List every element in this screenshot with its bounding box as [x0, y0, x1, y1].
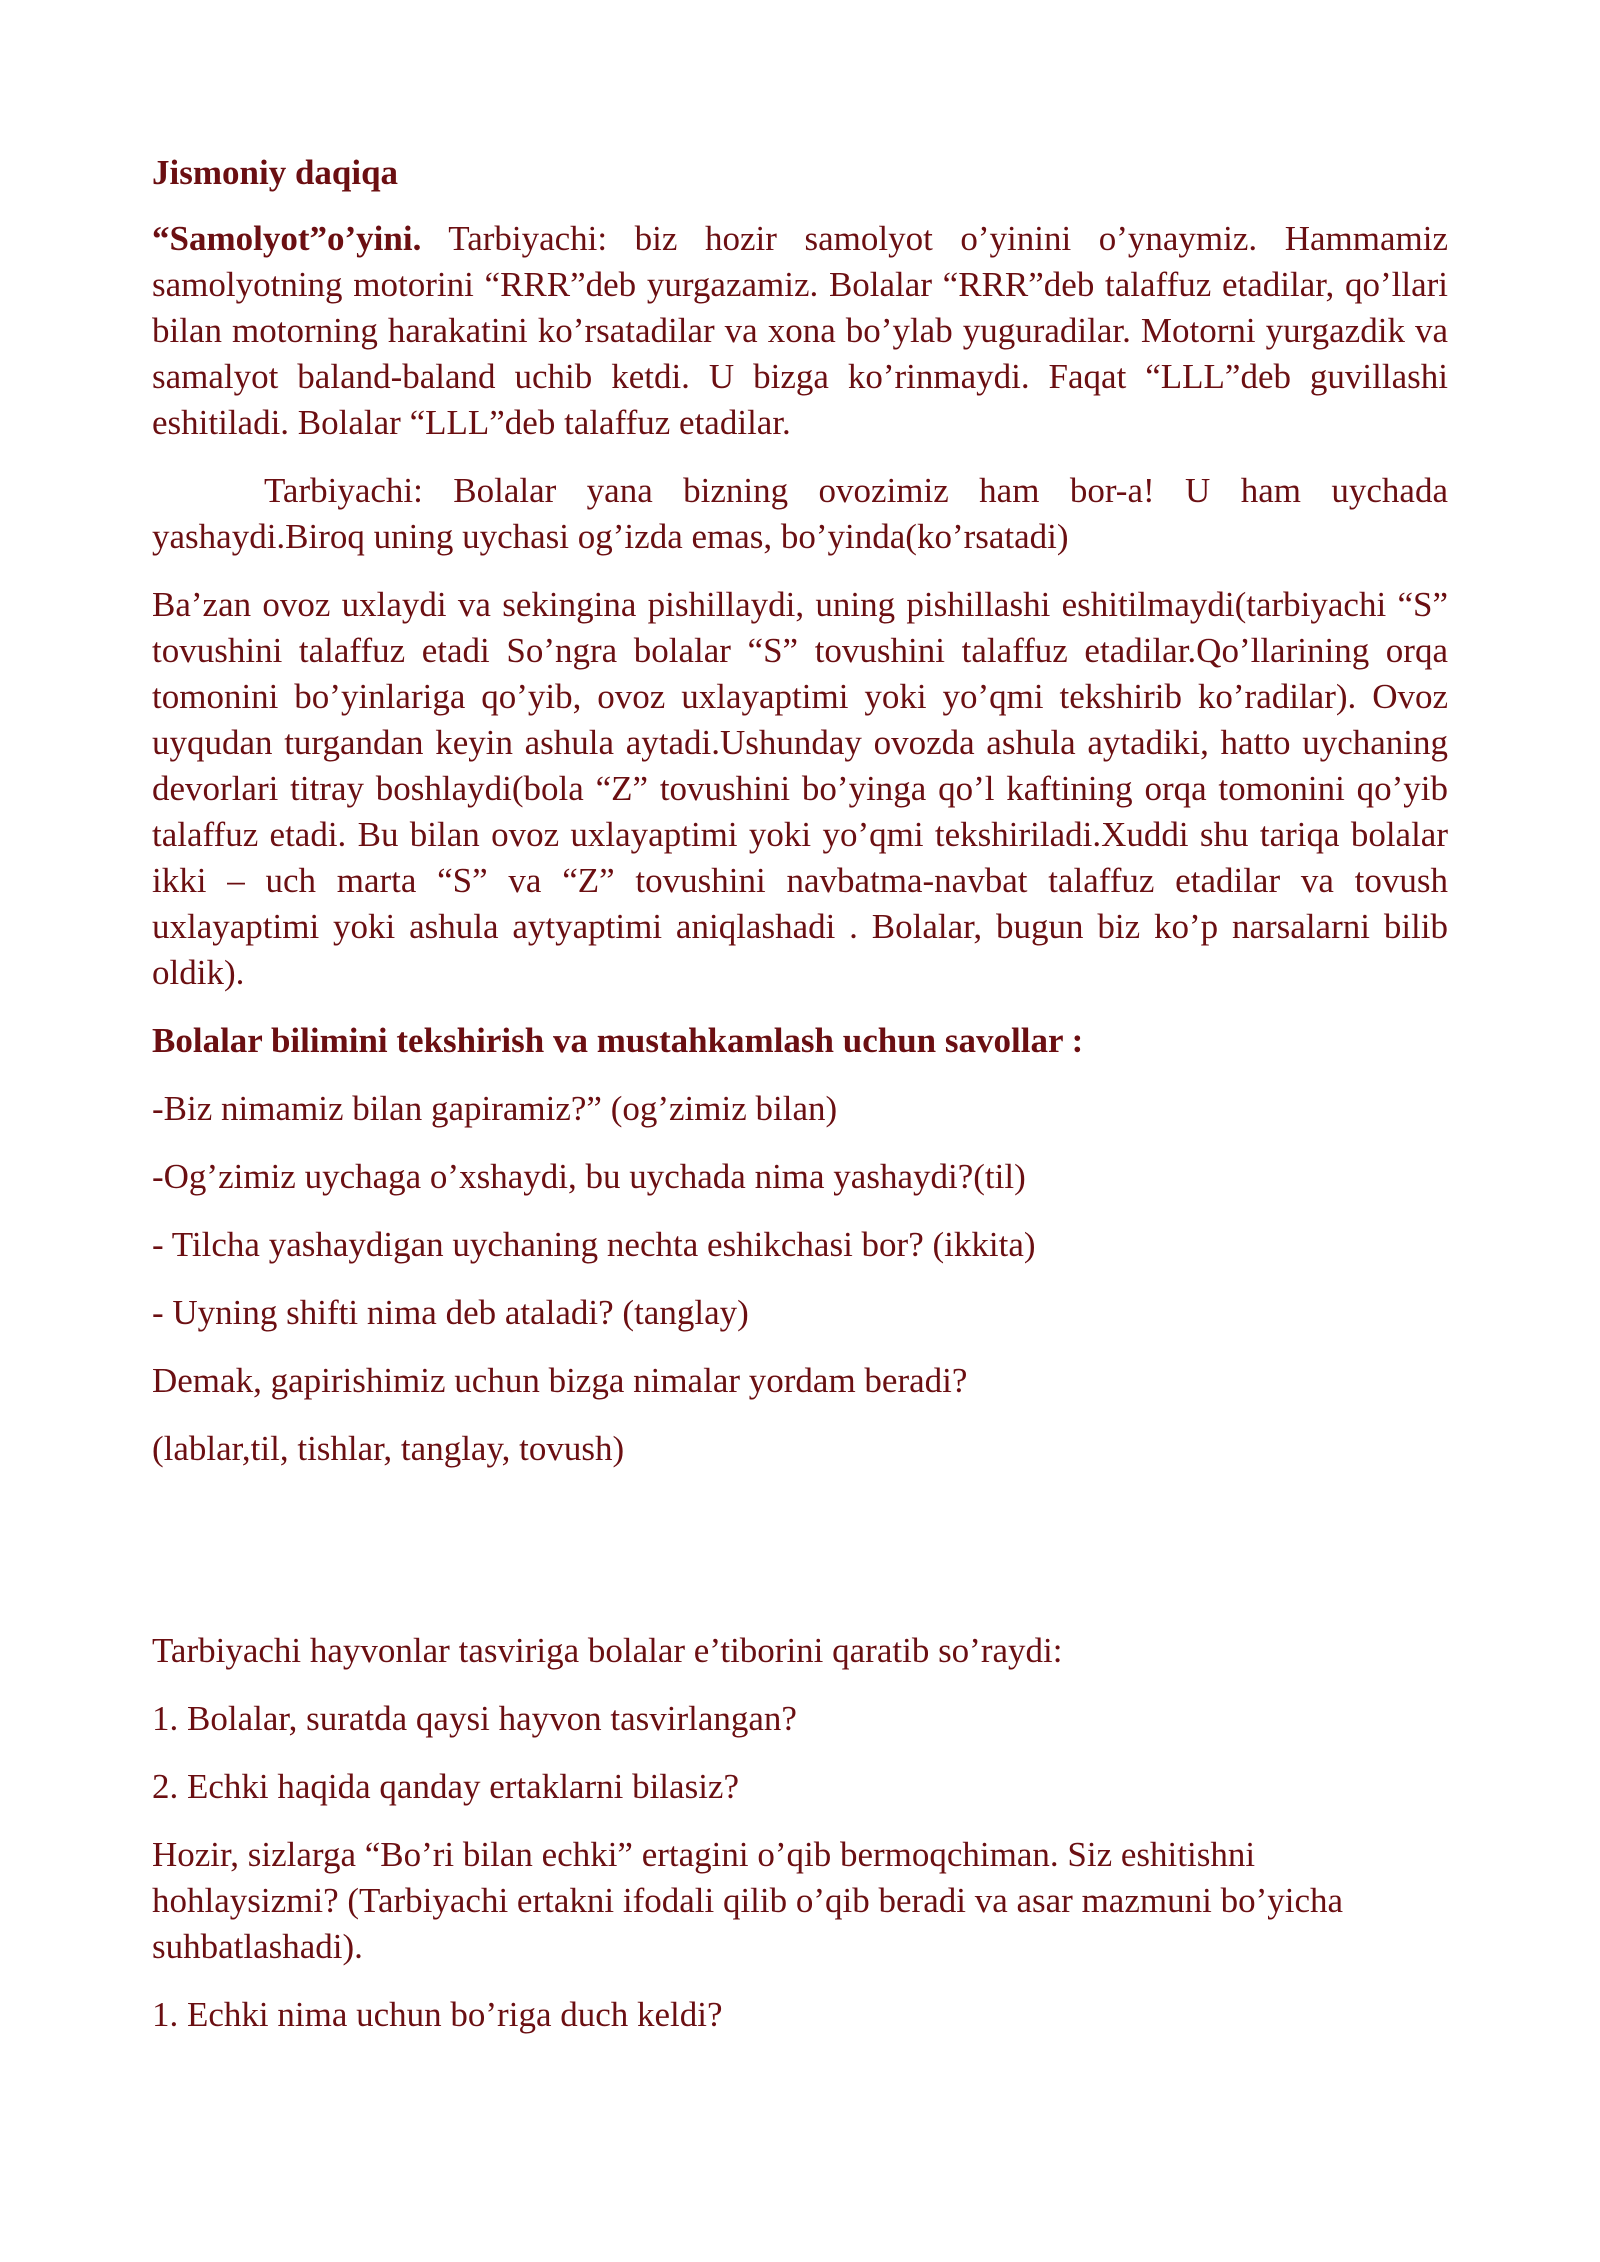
paragraph-ovoz: Tarbiyachi: Bolalar yana bizning ovozimiz ham bor-a! U ham uychada yashaydi.Biroq uning uychasi og’izda emas, bo’yinda(ko’rsatadi) [152, 471, 1448, 556]
paragraph-samolyot-text: Tarbiyachi: biz hozir samolyot o’yinini o’ynaymiz. Hammamiz samolyotning motorini “RRR”deb yurgazamiz. Bolalar “RRR”deb talaffuz etadilar, qo’llari bilan motorning harakatini ko’rsatadilar va xona bo’ylab yuguradilar. Motorni yurgazdik va samalyot baland-baland uchib ketdi. U bizga ko’rinmaydi. Faqat “LLL”deb guvillashi eshitiladi. Bolalar “LLL”deb talaffuz etadilar. [152, 219, 1448, 442]
answer-list: (lablar,til, tishlar, tanglay, tovush) [152, 1429, 625, 1468]
story-question-1: 1. Bolalar, suratda qaysi hayvon tasvirlangan? [152, 1699, 797, 1738]
story-paragraph: Hozir, sizlarga “Bo’ri bilan echki” ertagini o’qib bermoqchiman. Siz eshitishni hohlaysizmi? (Tarbiyachi ertakni ifodali qilib o’qib beradi va asar mazmuni bo’yicha suhbatlashadi). [152, 1835, 1344, 1966]
question-1: -Biz nimamiz bilan gapiramiz?” (og’zimiz bilan) [152, 1089, 838, 1128]
question-3: - Tilcha yashaydigan uychaning nechta eshikchasi bor? (ikkita) [152, 1225, 1036, 1264]
paragraph-samolyot [152, 216, 1448, 446]
section-title: Jismoniy daqiqa [152, 153, 399, 192]
question-2: -Og’zimiz uychaga o’xshaydi, bu uychada nima yashaydi?(til) [152, 1157, 1026, 1196]
paragraph-tovush: Ba’zan ovoz uxlaydi va sekingina pishillaydi, uning pishillashi eshitilmaydi(tarbiyachi “S” tovushini talaffuz etadi So’ngra bolalar “S” tovushini talaffuz etadilar.Qo’llarining orqa tomonini bo’yinlariga qo’yib, ovoz uxlayaptimi yoki yo’qmi tekshirib ko’radilar). Ovoz uyqudan turgandan keyin ashula aytadi.Ushunday ovozda ashula aytadiki, hatto uychaning devorlari titray boshlaydi(bola “Z” tovushini bo’yinga qo’l kaftining orqa tomonini qo’yib talaffuz etadi. Bu bilan ovoz uxlayaptimi yoki yo’qmi tekshiriladi.Xuddi shu tariqa bolalar ikki – uch marta “S” va “Z” tovushini navbatma-navbat talaffuz etadilar va tovush uxlayaptimi yoki ashula aytyaptimi aniqlashadi . Bolalar, bugun biz ko’p narsalarni bilib oldik). [152, 585, 1448, 992]
question-5: Demak, gapirishimiz uchun bizga nimalar yordam beradi? [152, 1361, 968, 1400]
question-4: - Uyning shifti nima deb ataladi? (tanglay) [152, 1293, 749, 1332]
questions-heading: Bolalar bilimini tekshirish va mustahkamlash uchun savollar : [152, 1021, 1084, 1060]
story-question-3: 1. Echki nima uchun bo’riga duch keldi? [152, 1995, 723, 2034]
document-page [152, 150, 1448, 2060]
story-question-2: 2. Echki haqida qanday ertaklarni bilasiz? [152, 1767, 739, 1806]
game-name: “Samolyot”o’yini. [152, 219, 422, 258]
spacer [152, 1494, 1448, 1628]
story-intro: Tarbiyachi hayvonlar tasviriga bolalar e’tiborini qaratib so’raydi: [152, 1631, 1063, 1670]
